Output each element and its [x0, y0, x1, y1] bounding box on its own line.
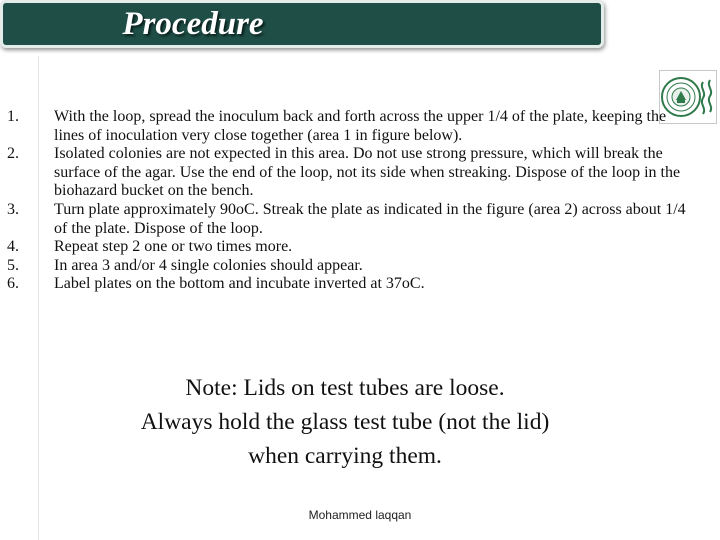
slide-title: Procedure: [122, 6, 264, 42]
step-number: 5.: [7, 256, 19, 274]
step-text: Repeat step 2 one or two times more.: [54, 238, 293, 256]
step-item: [0, 238, 690, 257]
note-line-3: when carrying them.: [248, 443, 442, 469]
footer-author: Mohammed laqqan: [308, 508, 412, 522]
step-text: Turn plate approximately 90oC. Streak the plate as indicated in the figure (area 2) across about 1/4 of the plate. Dispose of the loop.: [54, 200, 686, 237]
step-text: With the loop, spread the inoculum back and forth across the upper 1/4 of the plate, keeping the lines of inoculation very close together (area 1 in figure below).: [54, 108, 667, 144]
note-text: : Lids on test tubes are loose.: [231, 375, 505, 401]
note-label: Note: [185, 375, 232, 401]
step-item: [0, 201, 690, 238]
note-line-2: Always hold the glass test tube (not the lid): [140, 409, 550, 435]
step-number: 3.: [7, 200, 19, 218]
step-item: [0, 257, 690, 276]
note-line-1: [60, 371, 630, 405]
step-number: 6.: [7, 275, 19, 293]
step-item: [0, 275, 690, 294]
step-number: 2.: [7, 145, 19, 163]
step-text: In area 3 and/or 4 single colonies should appear.: [54, 256, 363, 274]
step-item: [0, 108, 690, 145]
title-bar: [0, 0, 604, 48]
step-number: 1.: [7, 108, 19, 125]
procedure-steps: [0, 108, 690, 294]
step-text: Isolated colonies are not expected in this area. Do not use strong pressure, which will break the surface of the agar. Use the end of the loop, not its side when streaking. Dispose of the loop in the biohazard bucket on the bench.: [54, 145, 681, 200]
step-text: Label plates on the bottom and incubate inverted at 37oC.: [54, 275, 425, 293]
note-block: [60, 371, 630, 473]
step-number: 4.: [7, 238, 19, 256]
step-item: [0, 145, 690, 201]
